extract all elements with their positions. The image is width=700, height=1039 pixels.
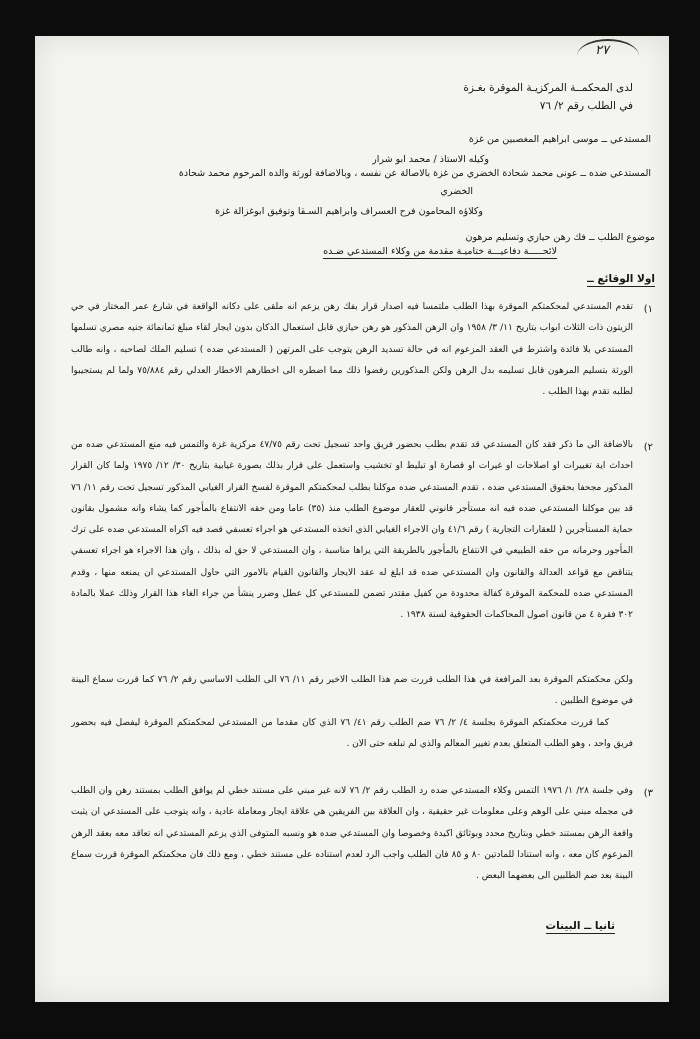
defendant-line: المستدعي ضده ــ عونى محمد شحادة الخضري من غزة بالاصالة عن نفسه ، وبالاضافة لورثة والده المرحوم محمد شحادة	[178, 168, 651, 179]
subject-line: موضوع الطلب ــ فك رهن حيازي وتسليم مرهون	[465, 232, 655, 243]
paragraph-number: ٣)	[643, 788, 653, 799]
evidence-section-title: ثانيا ــ البينات	[545, 920, 615, 932]
request-number: في الطلب رقم ٢/ ٧٦	[539, 100, 633, 112]
document-page	[35, 36, 669, 1002]
paragraph-number: ٢)	[643, 442, 653, 453]
document-title: لائحـــــة دفاعيـــة ختاميـة مقدمة من وكلاء المستدعي ضـده	[323, 246, 557, 257]
paragraph-1: تقدم المستدعي لمحكمتكم الموقرة بهذا الطلب ملتمسا فيه اصدار قرار بفك رهن يزعم انه ملقى على دكانه الواقعة في شارع عمر المختار في حي الزيتون ذات الثلاث ابواب بتاريخ ١١/ ٣/ ١٩٥٨ وان الرهن المذكور هو رهن حيازي قابل استعمال الدكان بدون ايجار لقاء مبلغ ثمانمائة جنيه مصري تسلمها المستدعي بلا فائدة واشترط في العقد المزعوم انه في حالة تسديد الرهن يتوجب على المرتهن ( المستدعي ضده ) تسليم الملك لصاحبه ، وانه طالب الورثة بتسليم المرهون قابل تسليمه بدل الرهن ولكن المذكورين رفضوا ذلك مما اضطره الى اخطارهم الاخطار العدلي رقم ٧٥/٨٨٤ ولما لم يستجيبوا لطلبه تقدم بهذا الطلب .	[71, 302, 633, 398]
page-number-stamp	[577, 39, 639, 73]
plaintiff-attorney-line: وكيله الاستاذ / محمد ابو شرار	[372, 154, 489, 165]
paragraph-2-note-b: كما قررت محكمتكم الموقرة بجلسة ٤/ ٢/ ٧٦ ضم الطلب رقم ٤١/ ٧٦ الذي كان مقدما من المستدعي لمحكمتكم الموقرة ليفصل فيه بحضور فريق واحد ، وهو الطلب المتعلق بعدم تغيير المعالم والذي لم تبلغه حتى الان .	[71, 718, 633, 750]
defendant-line-cont: الخضري	[440, 186, 473, 197]
defendant-attorneys-line: وكلاؤه المحامون فرح العسراف وابراهيم السـقا وتوفيق ابوغزالة غزة	[215, 206, 483, 217]
paragraph-2-note-a: ولكن محكمتكم الموقرة بعد المرافعة في هذا الطلب قررت ضم هذا الطلب الاخير رقم ١١/ ٧٦ الى الطلب الاساسي رقم ٢/ ٧٦ كما قررت سماع البينة في موضوع الطلبين .	[71, 675, 633, 707]
paragraph-3: وفي جلسة ٢٨/ ١/ ١٩٧٦ التمس وكلاء المستدعي ضده رد الطلب رقم ٢/ ٧٦ لانه غير مبني على مستند خطي لم يوافق الطلب بمستند رهن وان الطلب في مجمله مبني على الوهم وعلى معلومات غير حقيقية ، وان العلاقة بين الفريقين هي علاقة ايجار ومعاملة عادية ، وانه يتوجب على المستدعي ان يثبت واقعة الرهن بمستند خطي وبتاريخ محدد وبوثائق اكيدة وخصوصا وان المستدعي ضده هو ونسبه المتوفى الذي يزعم المستدعي انه تعاقد معه بعقد الرهن المزعوم كان معه ، وانه استنادا للمادتين ٨٠ و ٨٥ فان الطلب واجب الرد لعدم استناده على مستند خطي ، ومع ذلك فان محكمتكم الموقرة قررت سماع البينة بعد ضم الطلبين الى بعضهما البعض .	[71, 786, 633, 882]
court-heading: لدى المحكمــة المركزيـة الموقرة بغـزة	[463, 82, 633, 94]
stamp-text: ٢٧	[595, 43, 609, 58]
facts-section-title: اولا الوقائع ــ	[586, 273, 655, 285]
plaintiff-line: المستدعي ــ موسى ابراهيم المغصبين من غزة	[468, 134, 651, 145]
paragraph-number: ١)	[643, 304, 653, 315]
paragraph-2: بالاضافة الى ما ذكر فقد كان المستدعي قد تقدم بطلب بحضور فريق واحد تسجيل تحت رقم ٤٧/٧٥ مركزية غزة والتمس فيه منع المستدعي ضده من احداث اية تغييرات او اصلاحات او غيرات او قصارة او تبليط او تخشيب واستعمل على قرار بذلك بصورة غيابية بتاريخ ٣٠/ ١٢/ ١٩٧٥ ولما كان القرار المذكور مجحفا بحقوق المستدعي ضده ، تقدم المستدعي ضده موكلنا بطلب لمحكمتكم الموقرة لفسخ القرار الغيابي المذكور تسجيل تحت رقم ١١/ ٧٦ قد بين موكلنا المستدعي ضده فيه انه مستأجر قانوني للعقار موضوع الطلب منذ (٣٥) عاما ومن حقه الانتفاع بالمأجور كما يشاء وانه مشمول بقانون حماية المستأجرين ( للعقارات التجارية ) رقم ٤١/٦ وان الاجراء الغيابي الذي اتخذه المستدعي هو اجراء تعسفي قصد فيه اكراه المستدعي ضده على ترك المأجور وحرمانه من حقه الطبيعي في الانتفاع بالمأجور بالطريقة التي يراها مناسبة ، وان المستدعي لا حق له بذلك ، وان هذا الاجراء هو اجراء تعسفي يتناقض مع قواعد العدالة والقانون وان المستدعي ضده قد ابلغ له عقد الايجار والقانون القيام بالامور التي حاول المستدعي ان يمنعه منها ، وقدم المستدعي ضده للمحكمة الموقرة كفالة محدودة من كفيل مقتدر تضمن للمستدعي كل عطل وضرر ينشأ من جراء الغاء هذا القرار وذلك عملا بالمادة ٣٠٢ فقرة ٤ من قانون اصول المحاكمات الحقوقية لسنة ١٩٣٨ .	[71, 440, 633, 621]
